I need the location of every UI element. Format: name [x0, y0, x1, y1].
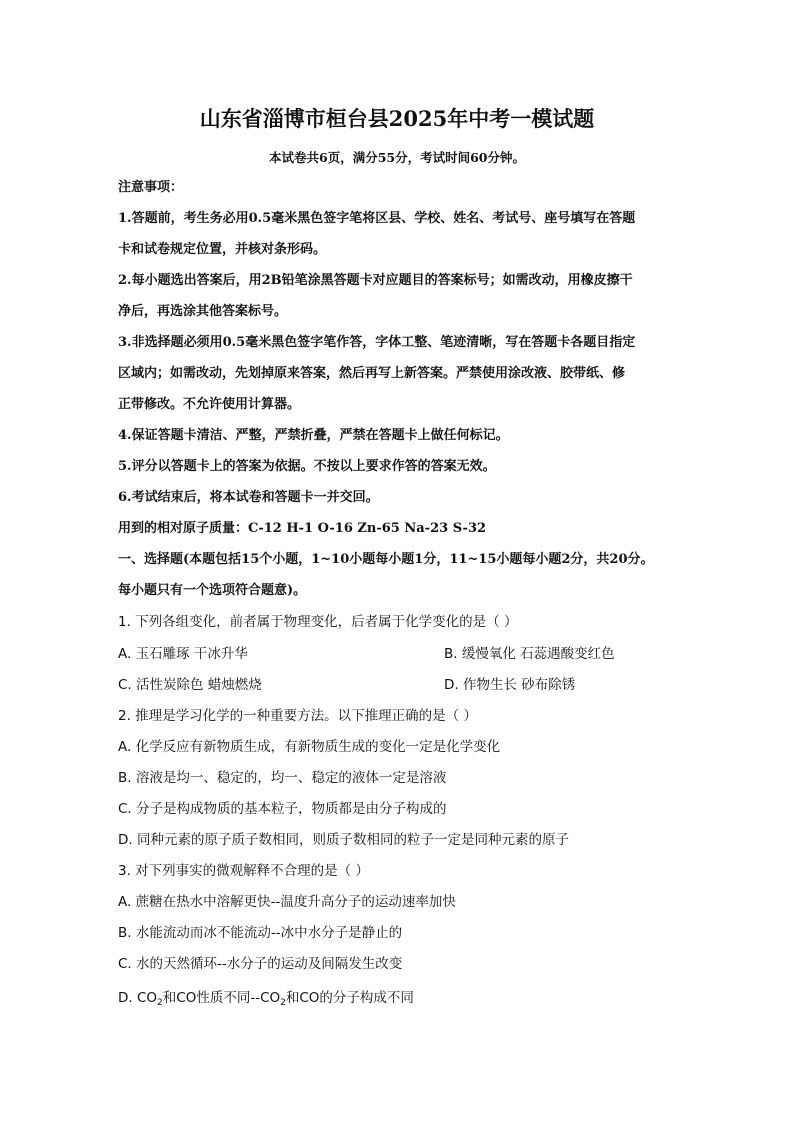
q1-option-a: A. 玉石雕琢 干冰升华: [118, 646, 248, 662]
q3-option-c: C. 水的天然循环--水分子的运动及间隔发生改变: [118, 956, 403, 972]
q2-option-a: A. 化学反应有新物质生成，有新物质生成的变化一定是化学变化: [118, 739, 501, 755]
exam-info: 本试卷共6页，满分55分，考试时间60分钟。: [269, 150, 525, 165]
q2-option-b: B. 溶液是均一、稳定的，均一、稳定的液体一定是溶液: [118, 770, 447, 786]
note-3-line-3: 正带修改。不允许使用计算器。: [118, 397, 301, 412]
section-1-heading-cont: 每小题只有一个选项符合题意)。: [118, 583, 307, 598]
note-3-line-1: 3.非选择题必须用0.5毫米黑色签字笔作答，字体工整、笔迹清晰，写在答题卡各题目指定: [118, 335, 636, 350]
q3-option-d-end: 和CO的分子构成不同: [285, 990, 414, 1006]
note-5: 5.评分以答题卡上的答案为依据。不按以上要求作答的答案无效。: [118, 459, 496, 474]
page-title: 山东省淄博市桓台县2025年中考一模试题: [199, 106, 595, 131]
q3-option-d: [118, 990, 414, 1006]
note-3-line-2: 区域内；如需改动，先划掉原来答案，然后再写上新答案。严禁使用涂改液、胶带纸、修: [118, 366, 626, 381]
q1-option-d: D. 作物生长 砂布除锈: [444, 677, 576, 693]
section-1-heading: 一、选择题(本题包括15个小题，1~10小题每小题1分，11~15小题每小题2分，共20分。: [118, 552, 654, 567]
q1-option-c: C. 活性炭除色 蜡烛燃烧: [118, 677, 262, 693]
q3-stem: 3. 对下列事实的微观解释不合理的是（ ）: [118, 863, 369, 879]
q3-option-d-mid: 和CO性质不同--: [162, 990, 261, 1006]
q3-option-a: A. 蔗糖在热水中溶解更快--温度升高分子的运动速率加快: [118, 894, 456, 910]
notes-heading: 注意事项：: [118, 180, 184, 195]
co2-formula-1: $CO_2$: [136, 990, 163, 1008]
q2-option-c: C. 分子是构成物质的基本粒子，物质都是由分子构成的: [118, 801, 447, 817]
note-1-line-1: 1.答题前，考生务必用0.5毫米黑色签字笔将区县、学校、姓名、考试号、座号填写在答题: [118, 211, 636, 226]
q2-option-d: D. 同种元素的原子质子数相同，则质子数相同的粒子一定是同种元素的原子: [118, 832, 569, 848]
q1-stem: 1. 下列各组变化，前者属于物理变化，后者属于化学变化的是（ ）: [118, 614, 518, 630]
note-1-line-2: 卡和试卷规定位置，并核对条形码。: [118, 242, 327, 257]
atomic-mass-line: 用到的相对原子质量：C-12 H-1 O-16 Zn-65 Na-23 S-32: [118, 521, 487, 536]
co2-formula-2: $CO_2$: [260, 990, 286, 1008]
note-2-line-2: 净后，再选涂其他答案标号。: [118, 304, 288, 319]
note-2-line-1: 2.每小题选出答案后，用2B铅笔涂黑答题卡对应题目的答案标号；如需改动，用橡皮擦干: [118, 273, 633, 288]
q2-stem: 2. 推理是学习化学的一种重要方法。以下推理正确的是（ ）: [118, 708, 477, 724]
note-4: 4.保证答题卡清洁、严整，严禁折叠，严禁在答题卡上做任何标记。: [118, 428, 509, 443]
q1-option-b: B. 缓慢氧化 石蕊遇酸变红色: [444, 646, 615, 662]
q3-option-d-label: D.: [118, 990, 137, 1006]
q3-option-b: B. 水能流动而冰不能流动--冰中水分子是静止的: [118, 925, 403, 941]
note-6: 6.考试结束后，将本试卷和答题卡一并交回。: [118, 490, 379, 505]
